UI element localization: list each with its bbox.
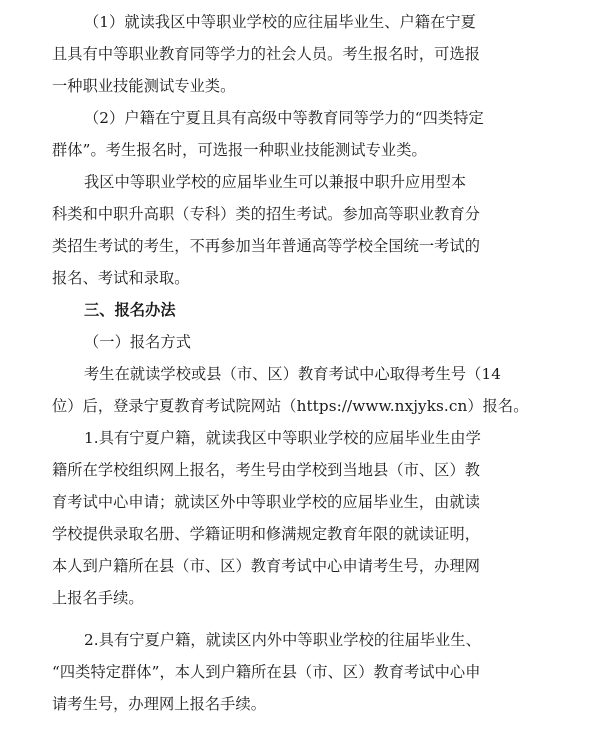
paragraph-line	[0, 689, 605, 720]
line-text: 1.具有宁夏户籍，就读我区中等职业学校的应届毕业生由学	[84, 429, 481, 447]
paragraph-line	[0, 167, 605, 198]
line-text: 请考生号，办理网上报名手续。	[52, 695, 267, 713]
paragraph-line	[0, 625, 605, 656]
paragraph-line	[0, 231, 605, 262]
line-text: 类招生考试的考生，不再参加当年普通高等学校全国统一考试的	[52, 237, 481, 255]
line-text: 且具有中等职业教育同等学力的社会人员。考生报名时，可选报	[52, 45, 481, 63]
line-text: 一种职业技能测试专业类。	[52, 77, 236, 95]
line-text: “四类特定群体”，本人到户籍所在县（市、区）教育考试中心申	[52, 663, 481, 681]
line-text: 考生在就读学校或县（市、区）教育考试中心取得考生号（14	[84, 365, 502, 383]
line-text: 2.具有宁夏户籍，就读区内外中等职业学校的往届毕业生、	[84, 631, 481, 649]
line-text: （1）就读我区中等职业学校的应往届毕业生、户籍在宁夏	[84, 13, 476, 31]
line-text: 学校提供录取名册、学籍证明和修满规定教育年限的就读证明，	[52, 525, 481, 543]
paragraph-line	[0, 551, 605, 582]
subsection-heading	[0, 327, 605, 358]
line-text: 我区中等职业学校的应届毕业生可以兼报中职升应用型本	[84, 173, 467, 191]
paragraph-line	[0, 359, 605, 390]
paragraph-line	[0, 657, 605, 688]
paragraph-line	[0, 103, 605, 134]
paragraph-line	[0, 391, 605, 422]
paragraph-line	[0, 71, 605, 102]
heading-text: （一）报名方式	[84, 333, 192, 351]
line-text: 报名、考试和录取。	[52, 269, 190, 287]
paragraph-line	[0, 199, 605, 230]
paragraph-line	[0, 135, 605, 166]
line-text: 上报名手续。	[52, 589, 144, 607]
line-text: 育考试中心申请；就读区外中等职业学校的应届毕业生，由就读	[52, 493, 481, 511]
paragraph-line	[0, 455, 605, 486]
line-text: 群体”。考生报名时，可选报一种职业技能测试专业类。	[52, 141, 427, 159]
paragraph-line	[0, 423, 605, 454]
heading-text: 三、报名办法	[84, 301, 176, 319]
paragraph-line	[0, 7, 605, 38]
line-text: （2）户籍在宁夏且具有高级中等教育同等学力的“四类特定	[84, 109, 484, 127]
line-text: 本人到户籍所在县（市、区）教育考试中心申请考生号，办理网	[52, 557, 481, 575]
paragraph-line	[0, 583, 605, 614]
paragraph-line	[0, 487, 605, 518]
line-text: 科类和中职升高职（专科）类的招生考试。参加高等职业教育分	[52, 205, 481, 223]
paragraph-line	[0, 263, 605, 294]
paragraph-line	[0, 519, 605, 550]
section-heading	[0, 295, 605, 326]
paragraph-line	[0, 39, 605, 70]
line-text: 籍所在学校组织网上报名，考生号由学校到当地县（市、区）教	[52, 461, 481, 479]
line-text: 位）后，登录宁夏教育考试院网站（https://www.nxjyks.cn）报名。	[52, 397, 529, 415]
